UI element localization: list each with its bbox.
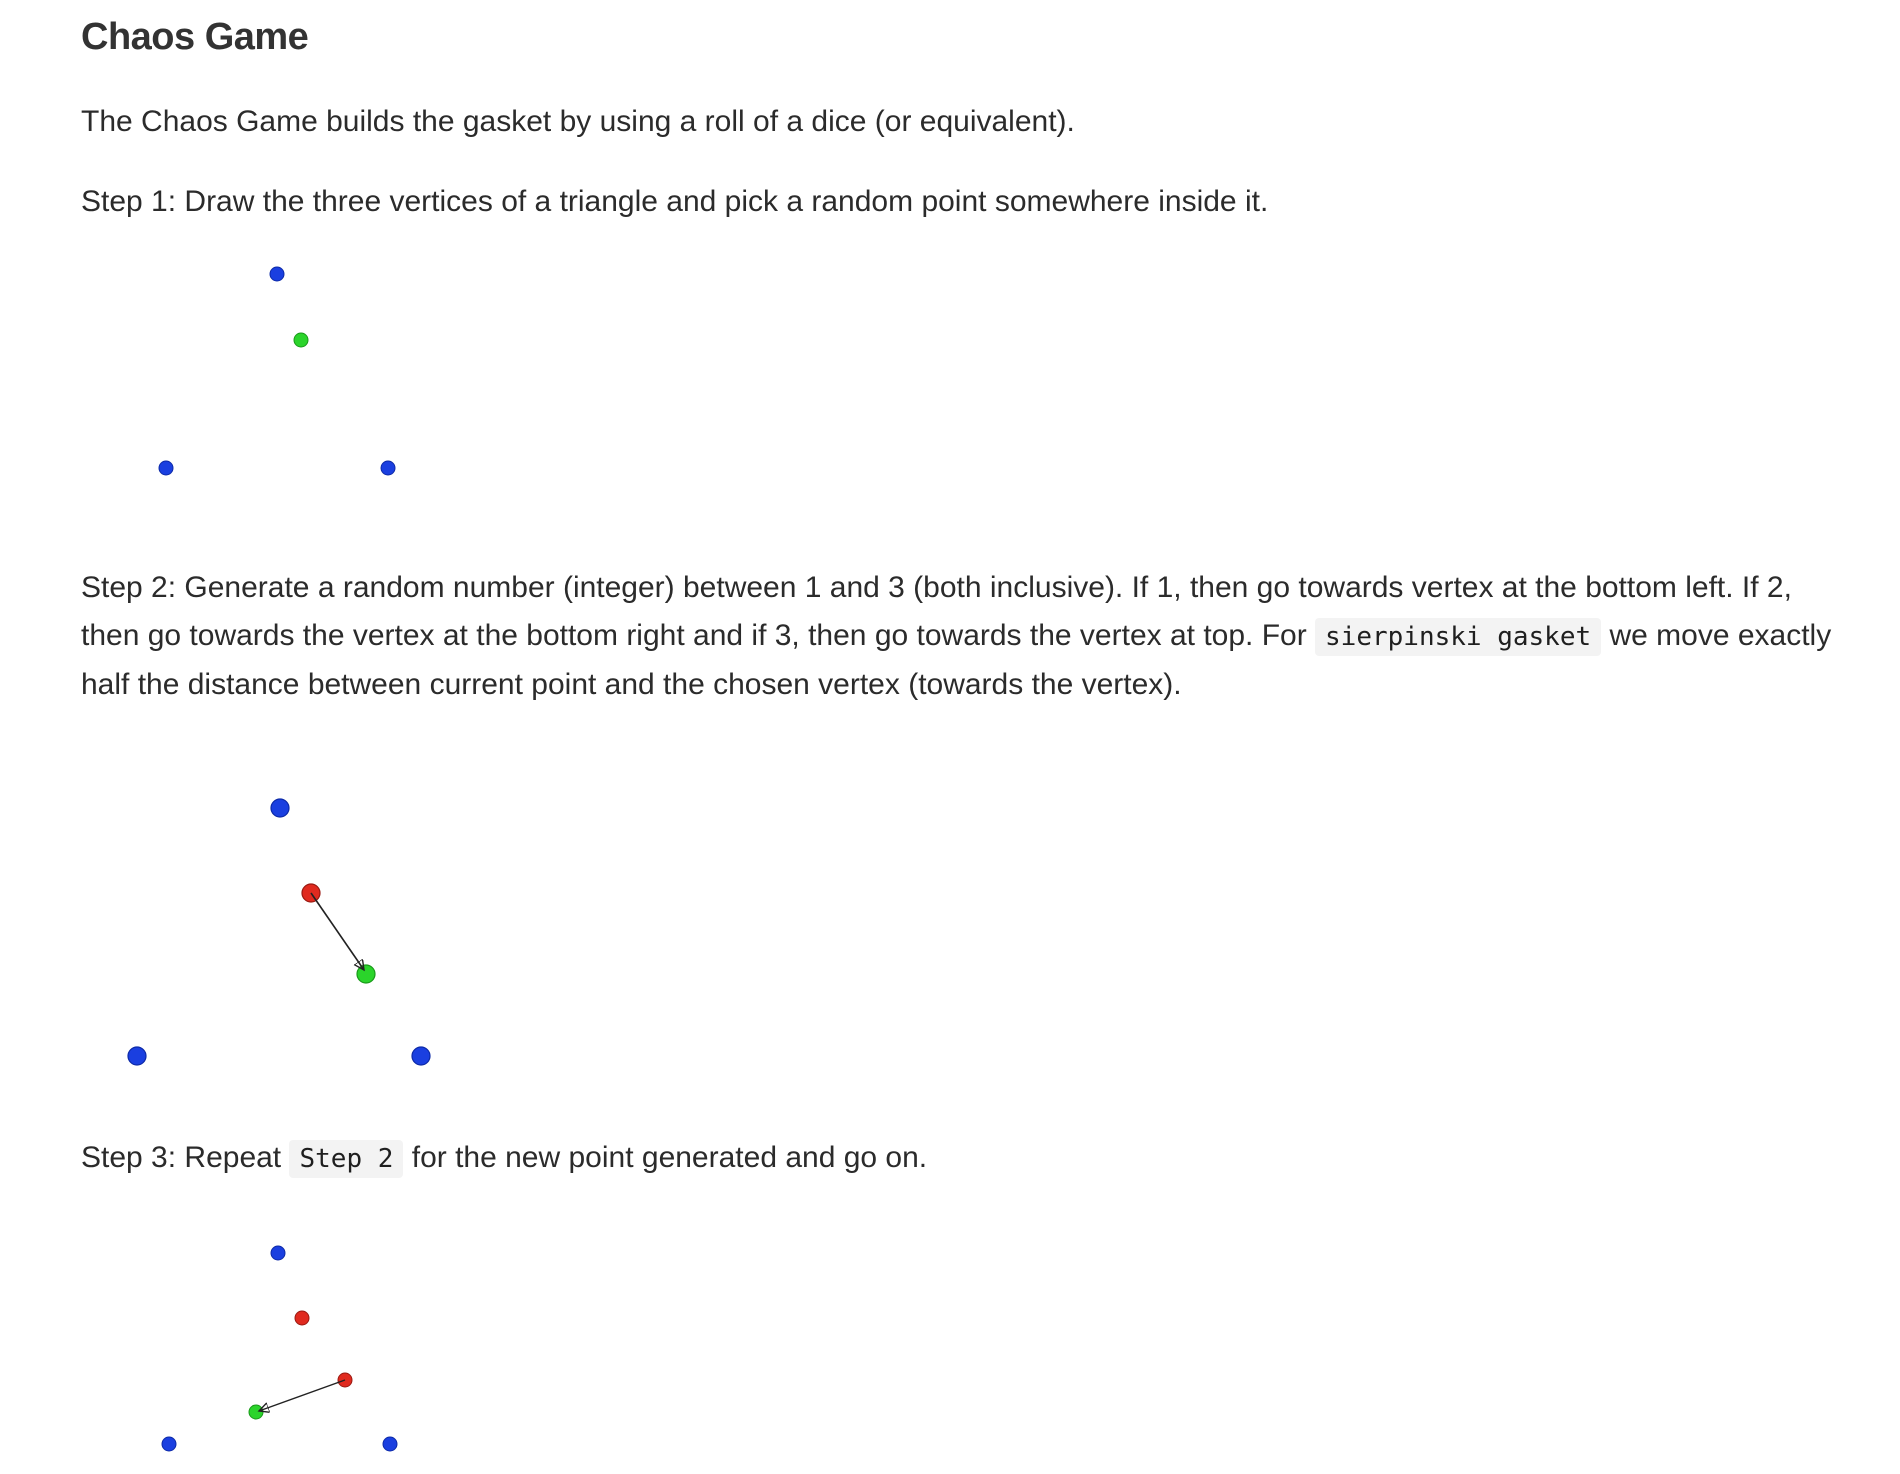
previous-point: [295, 1311, 309, 1325]
new-point: [357, 965, 375, 983]
move-arrow: [311, 893, 364, 970]
step3-text-before: Step 3: Repeat: [81, 1141, 290, 1174]
vertex-bottom-left: [162, 1437, 176, 1451]
vertex-bottom-left: [159, 461, 173, 475]
step3-text-after: for the new point generated and go on.: [403, 1141, 928, 1174]
step2-paragraph: [81, 564, 1841, 709]
step1-figure: [81, 250, 581, 510]
step3-inline-code: Step 2: [289, 1140, 403, 1178]
vertex-bottom-right: [412, 1047, 430, 1065]
section-title: Chaos Game: [81, 16, 309, 58]
move-arrow: [259, 1380, 345, 1411]
new-point: [249, 1405, 263, 1419]
vertex-bottom-right: [381, 461, 395, 475]
vertex-bottom-left: [128, 1047, 146, 1065]
vertex-top: [271, 799, 289, 817]
intro-paragraph: The Chaos Game builds the gasket by using a roll of a dice (or equivalent).: [81, 105, 1075, 138]
step2-inline-code: sierpinski gasket: [1315, 618, 1601, 656]
vertex-top: [271, 1246, 285, 1260]
step2-text-after: we move exactly half the distance between current point and the chosen vertex (towards the vertex).: [81, 619, 1832, 701]
vertex-bottom-right: [383, 1437, 397, 1451]
step2-figure: [81, 780, 601, 1090]
step3-paragraph: [81, 1134, 1841, 1183]
vertex-top: [270, 267, 284, 281]
step2-text-before: Step 2: Generate a random number (integer) between 1 and 3 (both inclusive). If 1, then go towards vertex at the bottom left. If 2, then go towards the vertex at the bottom right and if 3, then go towards the vertex at top. For: [81, 571, 1792, 652]
step1-paragraph: Step 1: Draw the three vertices of a triangle and pick a random point somewhere inside it.: [81, 185, 1269, 218]
step3-figure: [81, 1210, 581, 1470]
random-point: [294, 333, 308, 347]
